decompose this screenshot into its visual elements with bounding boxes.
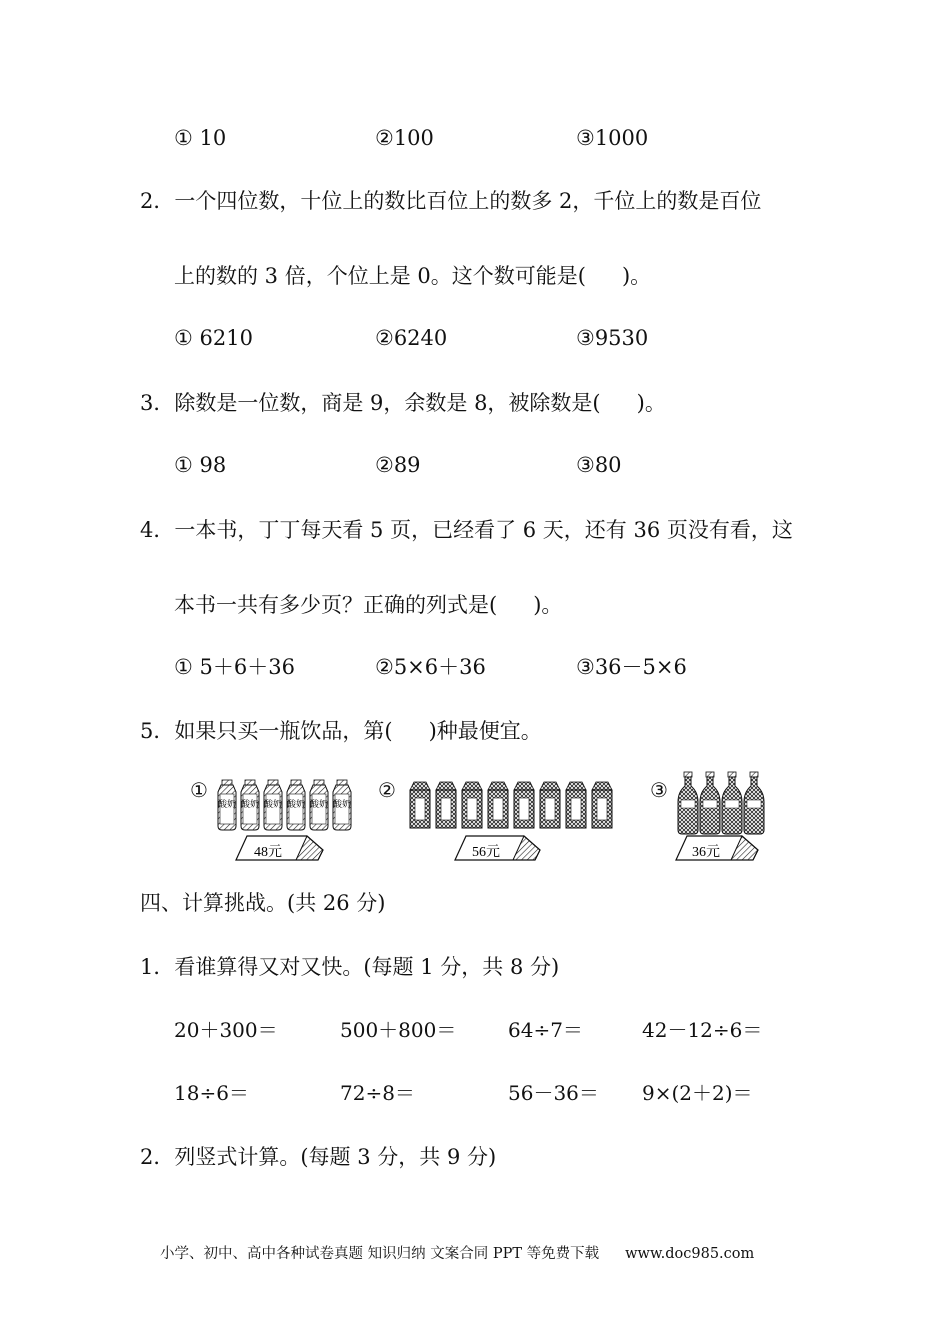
price-label-2: 56元 (472, 845, 500, 860)
q4-stem-end: )。 (533, 593, 563, 617)
q3-option-1: ① 98 (174, 453, 227, 477)
q1-option-1: ① 10 (174, 126, 227, 150)
milk-carton-icon (540, 782, 560, 828)
q2-line-1: 2．一个四位数，十位上的数比百位上的数多 2，千位上的数是百位 (140, 189, 762, 213)
bottle-label: 酸奶 (332, 800, 352, 810)
q1-option-2: ②100 (375, 126, 434, 150)
footer-url[interactable]: www.doc985.com (625, 1246, 755, 1262)
section-4-part-1-title: 1．看谁算得又对又快。(每题 1 分，共 8 分) (140, 955, 560, 979)
q5-line-1 (140, 717, 542, 745)
yogurt-bottle-icon (287, 780, 305, 830)
tall-bottle-icon (700, 772, 720, 834)
price-label-3: 36元 (692, 845, 720, 860)
bottle-label: 酸奶 (263, 800, 283, 810)
section-4-title: 四、计算挑战。(共 26 分) (140, 891, 386, 915)
figure-2-number: ② (378, 778, 396, 802)
yogurt-bottle-group (218, 780, 351, 830)
q3-line-1 (140, 389, 666, 417)
price-tag-1 (236, 836, 323, 860)
q3-option-3: ③80 (576, 453, 622, 477)
milk-carton-icon (436, 782, 456, 828)
milk-carton-icon (410, 782, 430, 828)
q2-stem-end: )。 (621, 264, 652, 288)
bottle-label: 酸奶 (240, 800, 260, 810)
q5-stem-end: )种最便宜。 (428, 719, 542, 743)
q4-option-2: ②5×6＋36 (375, 655, 486, 679)
calc-item: 500＋800＝ (340, 1018, 457, 1042)
q4-option-1: ① 5＋6＋36 (174, 655, 295, 679)
calc-item: 64÷7＝ (508, 1018, 583, 1042)
q1-option-3: ③1000 (576, 126, 649, 150)
calc-item: 56－36＝ (508, 1081, 599, 1105)
calc-item: 9×(2＋2)＝ (642, 1081, 753, 1105)
tall-bottle-icon (744, 772, 764, 834)
price-tag-3 (676, 836, 758, 860)
yogurt-bottle-icon (333, 780, 351, 830)
q2-stem: 上的数的 3 倍，个位上是 0。这个数可能是( (174, 264, 586, 288)
footer (160, 1244, 754, 1264)
figure-1-number: ① (190, 778, 208, 802)
milk-carton-icon (514, 782, 534, 828)
calc-item: 20＋300＝ (174, 1018, 278, 1042)
q5-stem: 5．如果只买一瓶饮品，第( (140, 719, 393, 743)
milk-carton-group (410, 782, 612, 828)
milk-carton-icon (462, 782, 482, 828)
milk-carton-icon (592, 782, 612, 828)
bottle-label: 酸奶 (286, 800, 306, 810)
bottle-label: 酸奶 (309, 800, 329, 810)
q3-stem: 3．除数是一位数，商是 9，余数是 8，被除数是( (140, 391, 601, 415)
milk-carton-icon (566, 782, 586, 828)
q2-option-3: ③9530 (576, 326, 649, 350)
q3-stem-end: )。 (636, 391, 666, 415)
section-4-part-2-title: 2．列竖式计算。(每题 3 分，共 9 分) (140, 1145, 497, 1169)
bottle-label: 酸奶 (217, 800, 237, 810)
q4-stem: 本书一共有多少页？正确的列式是( (174, 593, 498, 617)
tall-bottle-icon (722, 772, 742, 834)
price-tag-2 (455, 836, 540, 860)
drinks-figure (0, 770, 950, 870)
price-label-1: 48元 (254, 845, 282, 860)
q4-line-2 (174, 591, 562, 619)
figure-3-number: ③ (650, 778, 668, 802)
q3-option-2: ②89 (375, 453, 421, 477)
calc-item: 72÷8＝ (340, 1081, 415, 1105)
q4-option-3: ③36－5×6 (576, 655, 687, 679)
q2-line-2 (174, 262, 651, 290)
yogurt-bottle-icon (264, 780, 282, 830)
calc-item: 18÷6＝ (174, 1081, 249, 1105)
milk-carton-icon (488, 782, 508, 828)
yogurt-bottle-icon (310, 780, 328, 830)
q4-line-1: 4．一本书，丁丁每天看 5 页，已经看了 6 天，还有 36 页没有看，这 (140, 518, 793, 542)
tall-bottle-group (678, 772, 764, 834)
yogurt-bottle-icon (218, 780, 236, 830)
yogurt-bottle-icon (241, 780, 259, 830)
footer-text: 小学、初中、高中各种试卷真题 知识归纳 文案合同 PPT 等免费下载 (160, 1246, 600, 1262)
q2-option-1: ① 6210 (174, 326, 253, 350)
calc-item: 42－12÷6＝ (642, 1018, 763, 1042)
tall-bottle-icon (678, 772, 698, 834)
q2-option-2: ②6240 (375, 326, 448, 350)
